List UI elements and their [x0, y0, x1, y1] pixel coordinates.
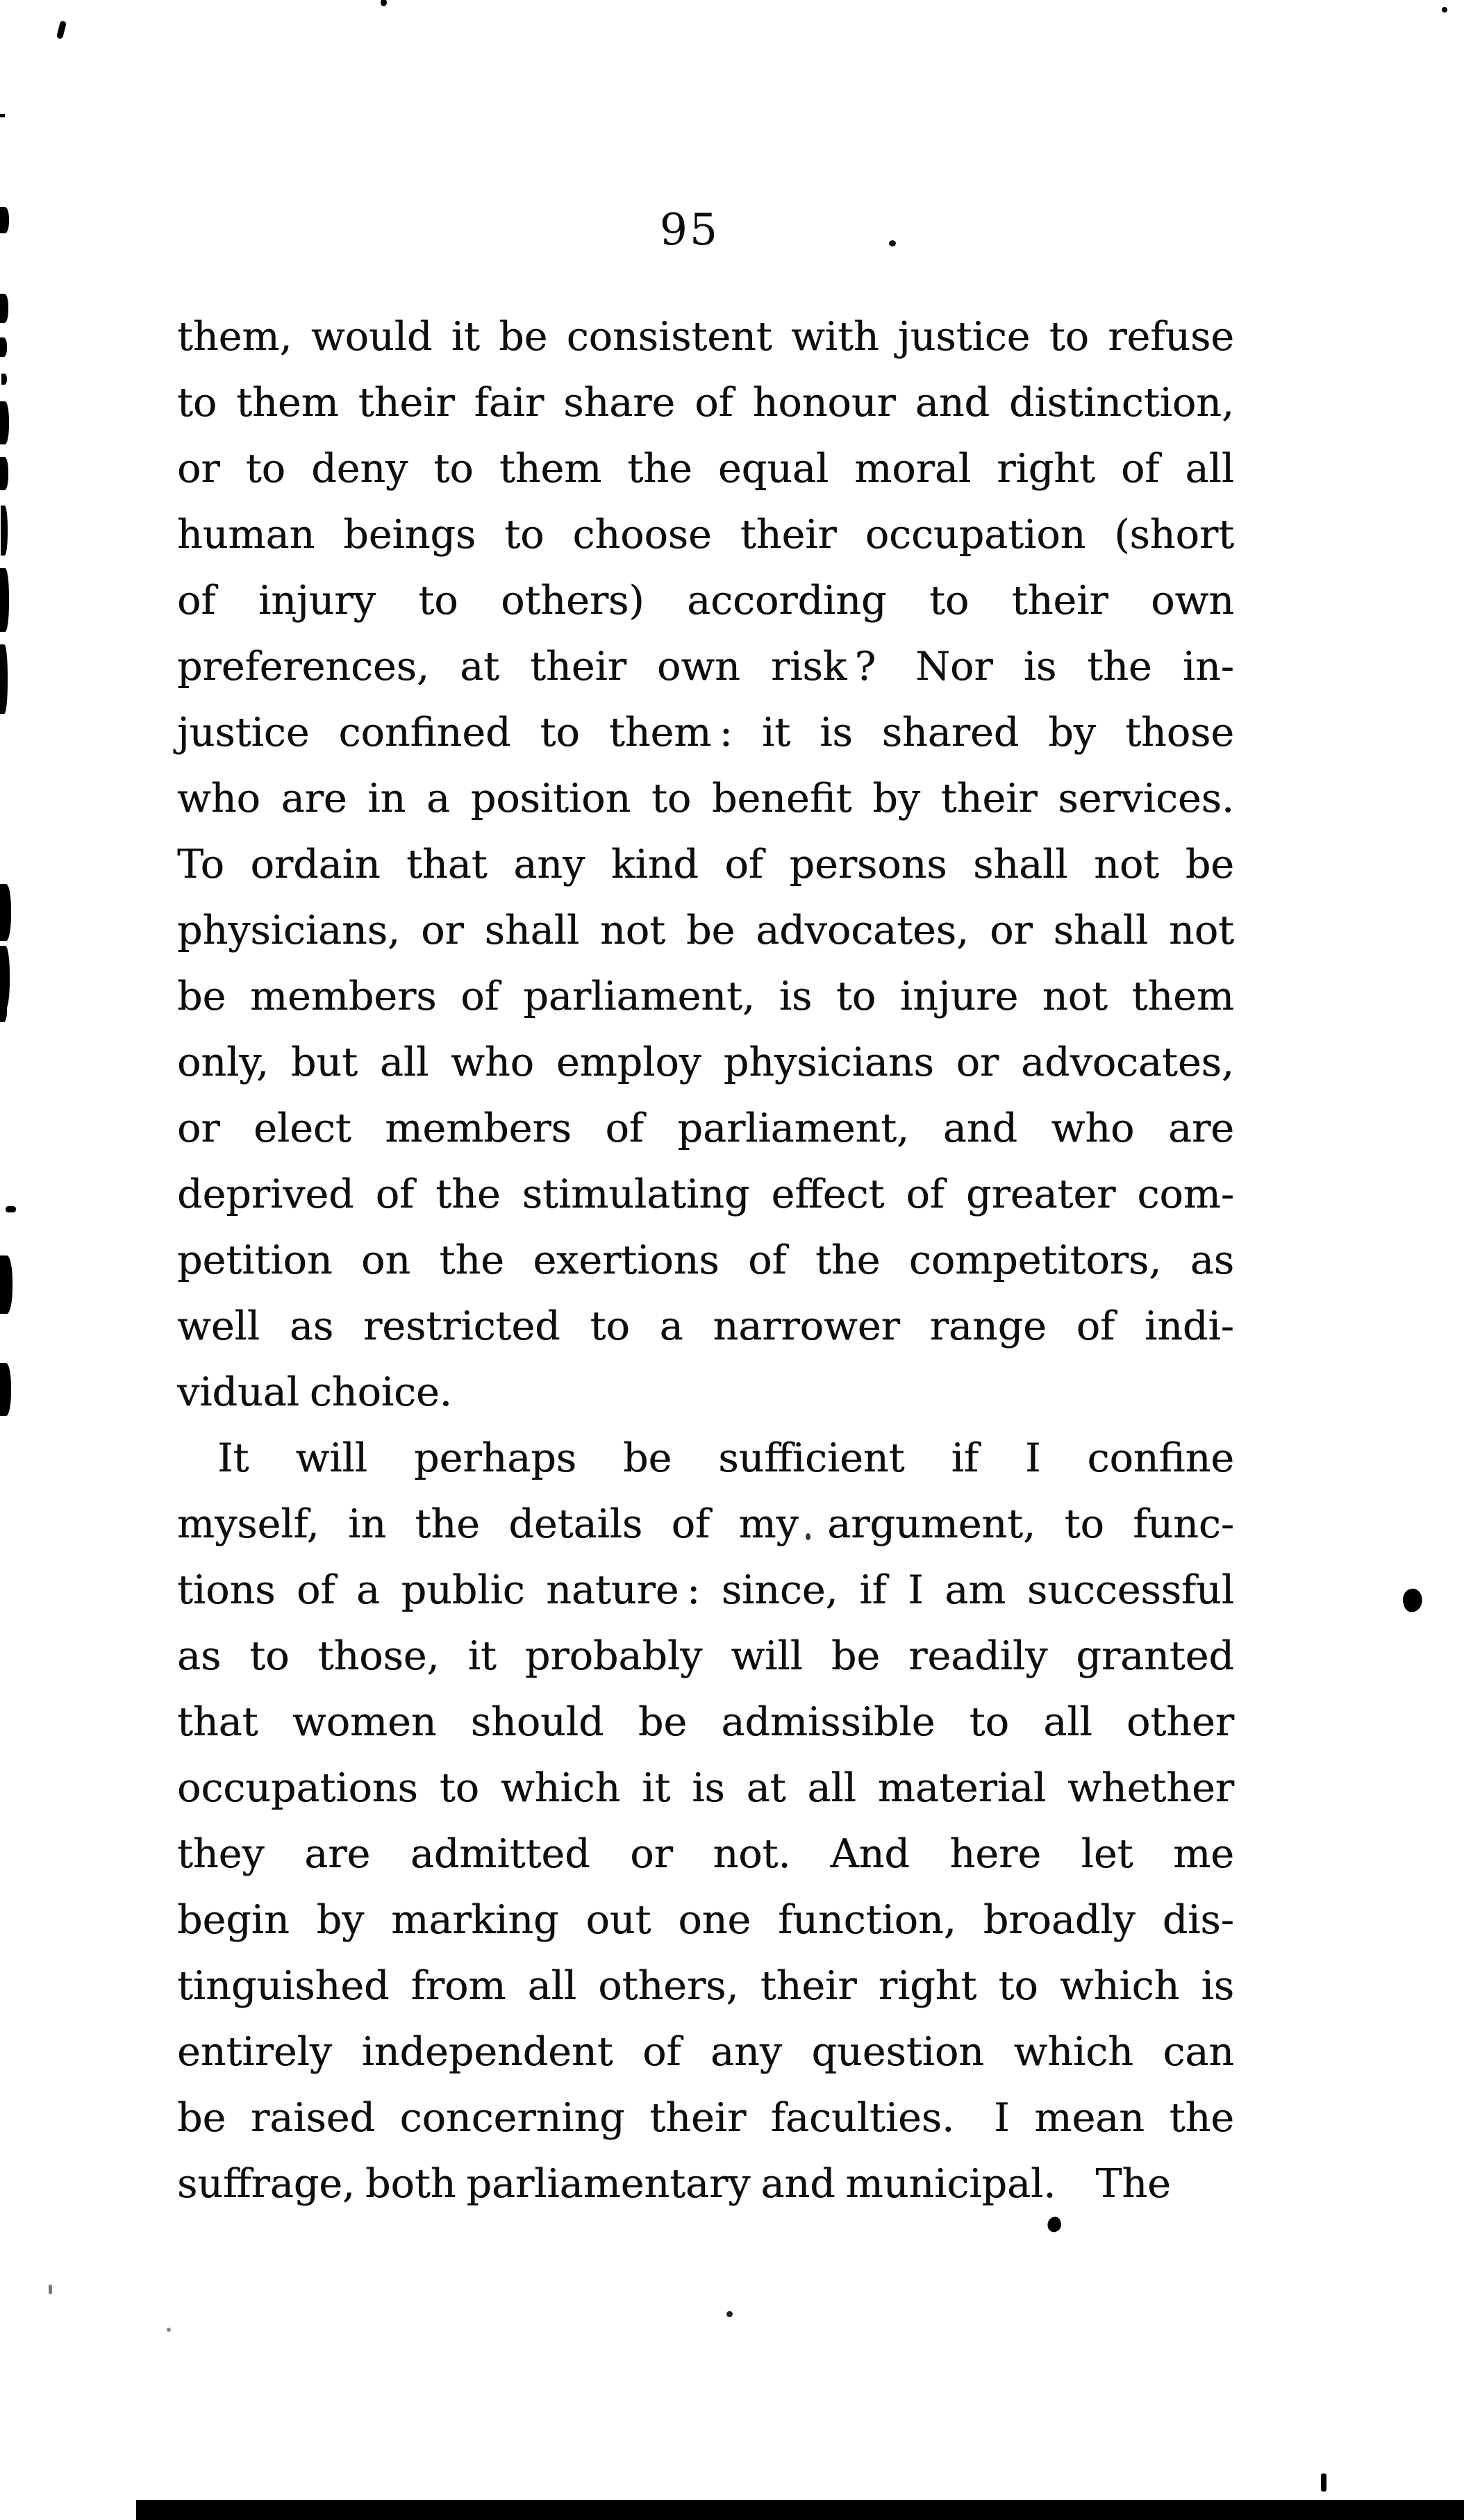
text-line: they are admitted or not. And here let me: [177, 1831, 1234, 1877]
ink-blot: [1400, 1587, 1425, 1614]
text-line: occupations to which it is at all material whether: [177, 1765, 1234, 1811]
binding-mark: [6, 1206, 16, 1212]
page-number: 95: [659, 204, 720, 255]
page-text: [177, 304, 1234, 2217]
scan-edge-bar: [136, 2500, 1464, 2520]
ink-speck: [889, 240, 896, 247]
ink-blot: [1045, 2215, 1063, 2234]
binding-mark: [0, 644, 8, 714]
text-line: them, would it be consistent with justice to refuse: [177, 314, 1234, 360]
text-line: be raised concerning their faculties. I mean the: [177, 2095, 1234, 2141]
binding-mark: [0, 1255, 13, 1314]
text-line: be members of parliament, is to injure not them: [177, 974, 1234, 1019]
text-line: vidual choice.: [177, 1369, 452, 1415]
text-line: entirely independent of any question which can: [177, 2029, 1234, 2075]
text-line: begin by marking out one function, broadly dis-: [177, 1897, 1234, 1943]
binding-mark: [0, 1363, 11, 1416]
text-line: tions of a public nature : since, if I am successful: [177, 1567, 1234, 1613]
binding-mark: [0, 457, 8, 490]
ink-speck: [167, 2328, 171, 2332]
text-line: myself, in the details of my argument, to func-: [177, 1501, 1234, 1547]
ink-speck: [0, 114, 5, 117]
text-line: or elect members of parliament, and who are: [177, 1105, 1234, 1151]
text-line: To ordain that any kind of persons shall not be: [177, 842, 1234, 887]
text-line: well as restricted to a narrower range of indi-: [177, 1303, 1234, 1349]
text-line: that women should be admissible to all other: [177, 1699, 1234, 1745]
ink-speck: [49, 2285, 52, 2294]
text-line: as to those, it probably will be readily granted: [177, 1633, 1234, 1679]
text-line: deprived of the stimulating effect of greater com-: [177, 1171, 1234, 1217]
text-line: preferences, at their own risk ? Nor is the in-: [177, 644, 1234, 690]
binding-mark: [1, 506, 8, 556]
ink-speck: [56, 20, 67, 39]
ink-speck: [1321, 2473, 1326, 2492]
binding-mark: [1, 374, 7, 385]
binding-mark: [0, 294, 8, 323]
text-line: only, but all who employ physicians or advocates,: [177, 1040, 1234, 1085]
text-line: of injury to others) according to their own: [177, 578, 1234, 624]
ink-speck: [1442, 7, 1447, 12]
text-line: to them their fair share of honour and distinction,: [177, 380, 1234, 426]
text-line: physicians, or shall not be advocates, or shall not: [177, 908, 1234, 953]
binding-mark: [0, 999, 7, 1022]
text-line: It will perhaps be sufficient if I confine: [217, 1435, 1234, 1481]
binding-mark: [0, 337, 7, 357]
binding-mark: [0, 401, 9, 444]
text-line: justice confined to them : it is shared by those: [177, 710, 1234, 756]
binding-mark: [0, 884, 11, 941]
ink-speck: [726, 2311, 733, 2317]
ink-speck: [806, 1533, 810, 1540]
binding-mark: [0, 568, 9, 632]
ink-speck: [381, 0, 387, 6]
text-line: who are in a position to benefit by their services.: [177, 776, 1234, 821]
text-line: tinguished from all others, their right to which is: [177, 1963, 1234, 2009]
text-line: human beings to choose their occupation (short: [177, 512, 1234, 558]
text-line: or to deny to them the equal moral right of all: [177, 446, 1234, 492]
binding-mark: [0, 207, 9, 233]
text-line: petition on the exertions of the competitors, as: [177, 1237, 1234, 1283]
text-line: suffrage, both parliamentary and municipal. The: [177, 2161, 1171, 2207]
